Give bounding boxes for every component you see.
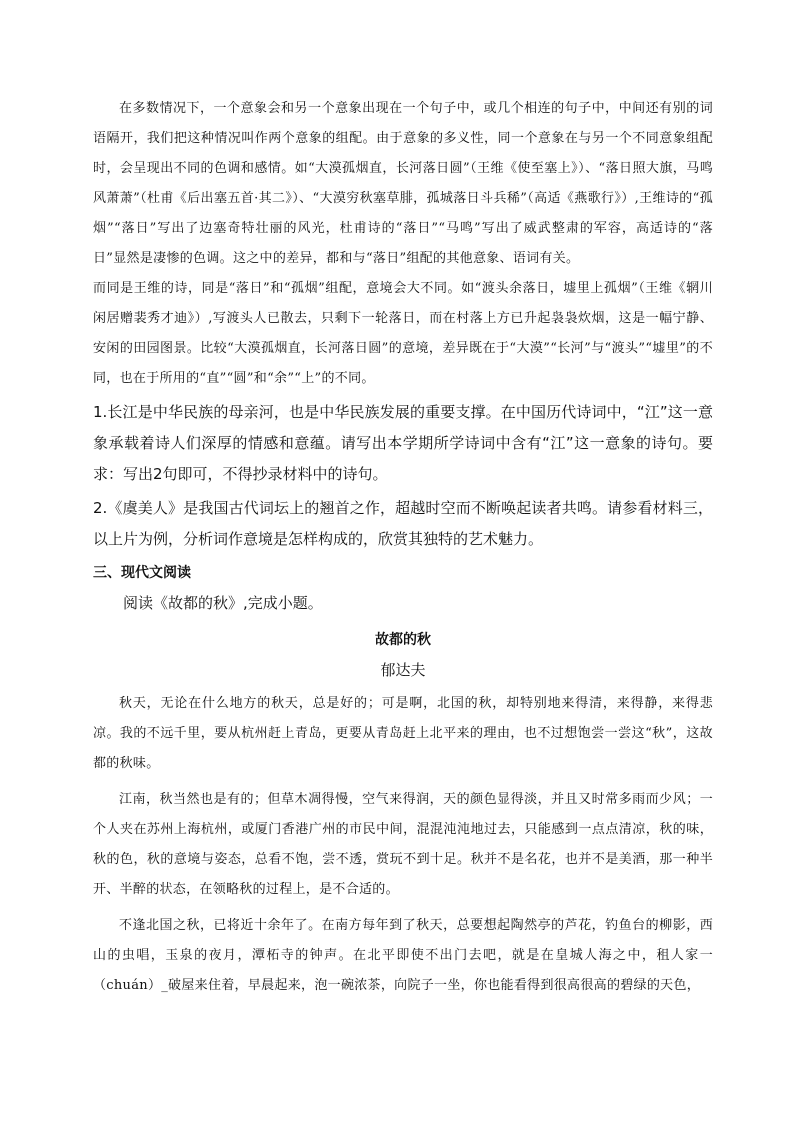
section-heading: 三、现代文阅读 [93,565,191,581]
document-body [93,94,713,1001]
article-paragraph-1: 秋天，无论在什么地方的秋天，总是好的；可是啊，北国的秋，却特别地来得清，来得静，来得悲凉。我的不远千里，要从杭州赶上青岛，更要从青岛赶上北平来的理由，也不过想饱尝一尝这“秋”，这故都的秋味。 [93,696,713,771]
question-2: 2.《虞美人》是我国古代词坛上的翘首之作，超越时空而不断唤起读者共鸣。请参看材料三，以上片为例，分析词作意境是怎样构成的，欣赏其独特的艺术魅力。 [93,499,713,548]
article-author: 郁达夫 [380,661,426,679]
material-paragraph-2: 而同是王维的诗，同是“落日”和“孤烟”组配，意境会大不同。如“渡头余落日，墟里上孤烟”（王维《辋川闲居赠裴秀才迪》）,写渡头人已散去，只剩下一轮落日，而在村落上方已升起袅袅炊烟，这是一幅宁静、安闲的田园图景。比较“大漠孤烟直，长河落日圆”的意境，差异既在于“大漠”“长河”与“渡头”“墟里”的不同，也在于所用的“直”“圆”和“余”“上”的不同。 [93,281,713,386]
article-paragraph-3: 不逢北国之秋，已将近十余年了。在南方每年到了秋天，总要想起陶然亭的芦花，钓鱼台的柳影，西山的虫唱，玉泉的夜月，潭柘寺的钟声。在北平即使不出门去吧，就是在皇城人海之中，租人家一（chuán）_破屋来住着，早晨起来，泡一碗浓茶，向院子一坐，你也能看得到很高很高的碧绿的天色， [93,918,713,993]
material-paragraph-1: 在多数情况下，一个意象会和另一个意象出现在一个句子中，或几个相连的句子中，中间还有别的词语隔开，我们把这种情况叫作两个意象的组配。由于意象的多义性，同一个意象在与另一个不同意象组配时，会呈现出不同的色调和感情。如“大漠孤烟直，长河落日圆”（王维《使至塞上》）、“落日照大旗，马鸣风萧萧”（杜甫《后出塞五首·其二》）、“大漠穷秋塞草腓，孤城落日斗兵稀”（高适《燕歌行》）,王维诗的“孤烟”“落日”写出了边塞奇特壮丽的风光，杜甫诗的“落日”“马鸣”写出了威武整肃的军容，高适诗的“落日”显然是凄惨的色调。这之中的差异，都和与“落日”组配的其他意象、语词有关。 [93,101,713,266]
question-1: 1.长江是中华民族的母亲河，也是中华民族发展的重要支撑。在中国历代诗词中，“江”这一意象承载着诗人们深厚的情感和意蕴。请写出本学期所学诗词中含有“江”这一意象的诗句。要求：写出2句即可，不得抄录材料中的诗句。 [93,403,713,483]
reading-instruction: 阅读《故都的秋》,完成小题。 [123,594,323,612]
article-title: 故都的秋 [375,632,431,648]
article-paragraph-2: 江南，秋当然也是有的；但草木凋得慢，空气来得润，天的颜色显得淡，并且又时常多雨而少风；一个人夹在苏州上海杭州，或厦门香港广州的市民中间，混混沌沌地过去，只能感到一点点清凉，秋的味，秋的色，秋的意境与姿态，总看不饱，尝不透，赏玩不到十足。秋并不是名花，也并不是美酒，那一种半开、半醉的状态，在领略秋的过程上，是不合适的。 [93,792,713,897]
